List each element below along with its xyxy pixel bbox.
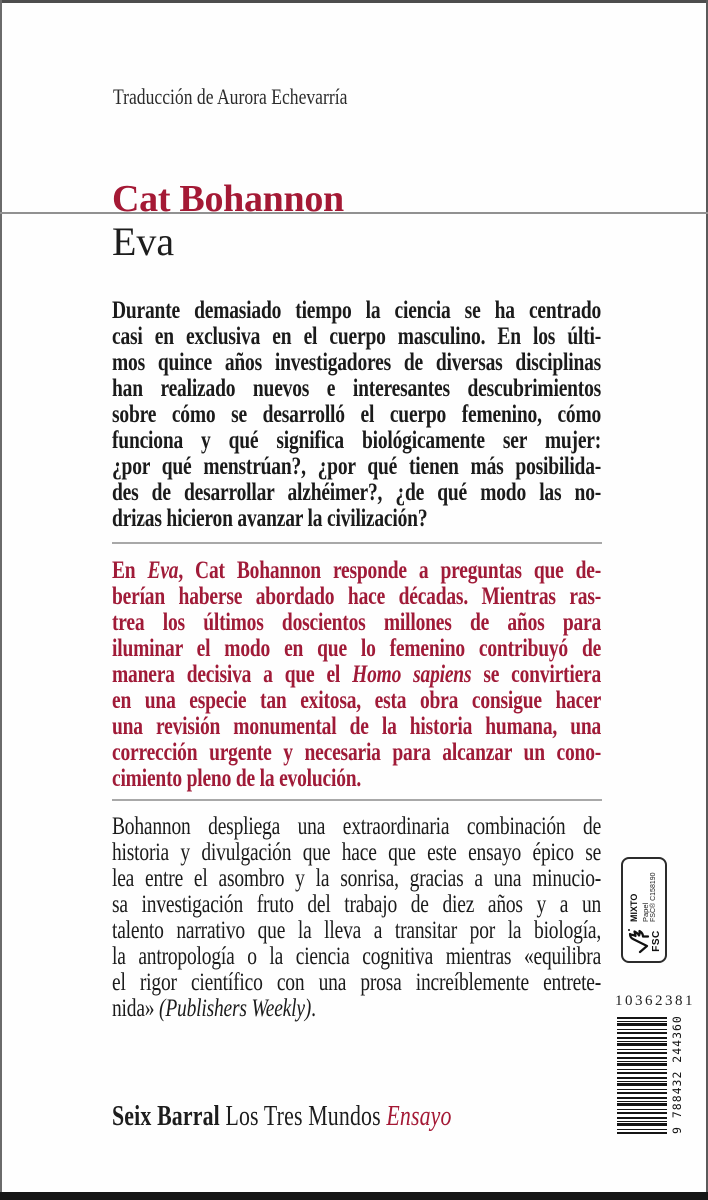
text-line: la antropología o la ciencia cognitiva mientras «equilibra — [112, 944, 602, 970]
text-line: una revisión monumental de la historia humana, una — [112, 714, 602, 740]
text-line: casi en exclusiva en el cuerpo masculino. En los últi- — [112, 324, 602, 350]
cover-top-edge — [0, 0, 708, 3]
text-line: en una especie tan exitosa, esta obra consigue hacer — [112, 688, 602, 714]
publisher-name: Seix Barral — [112, 1101, 220, 1132]
isbn-number: 9 788432 244360 — [670, 1015, 684, 1134]
text-line: corrección urgente y necesaria para alcanzar un cono- — [112, 740, 602, 766]
synopsis-paragraph — [112, 298, 601, 532]
product-code: 10362381 — [615, 993, 695, 1009]
text-line: lea entre el asombro y la sonrisa, gracias a una minucio- — [112, 866, 602, 892]
collection-name: Los Tres Mundos — [219, 1101, 387, 1132]
cover-left-edge — [0, 0, 2, 1200]
text-line: manera decisiva a que el Homo sapiens se convirtiera — [112, 662, 602, 688]
text-line: historia y divulgación que hace que este ensayo épico se — [112, 840, 602, 866]
barcode-bars — [617, 1016, 667, 1134]
text-line: Bohannon despliega una extraordinaria combinación de — [112, 814, 602, 840]
book-title: Eva — [112, 219, 175, 264]
text-line: iluminar el modo en que lo femenino contribuyó de — [112, 636, 602, 662]
isbn-barcode — [617, 1016, 689, 1134]
fsc-label-lines — [629, 872, 658, 922]
fsc-license-code: FSC® C158190 — [649, 872, 657, 922]
fsc-mix-label: MIXTO — [629, 893, 640, 922]
divider-rule-bottom — [112, 799, 602, 801]
text-line: Durante demasiado tiempo la ciencia se ha centrado — [112, 298, 602, 324]
fsc-logo — [627, 926, 662, 956]
cover-bottom-bar — [0, 1192, 708, 1200]
text-line: mos quince años investigadores de diversas disciplinas — [112, 350, 602, 376]
author-name: Cat Bohannon — [112, 178, 344, 220]
text-line: sobre cómo se desarrolló el cuerpo femenino, cómo — [112, 402, 602, 428]
fsc-label-box — [621, 857, 667, 963]
text-line: des de desarrollar alzhéimer?, ¿de qué modo las no- — [112, 480, 602, 506]
text-line: trea los últimos doscientos millones de años para — [112, 610, 602, 636]
text-line: funciona y qué significa biológicamente ser mujer: — [112, 428, 602, 454]
isbn-barcode-rotated — [617, 1016, 689, 1134]
text-line: nida» (Publishers Weekly). — [112, 996, 316, 1022]
fsc-logo-text: FSC — [650, 930, 662, 952]
publisher-imprint — [112, 1101, 452, 1133]
fsc-tree-check-icon — [627, 928, 651, 954]
fsc-certification-label — [621, 857, 667, 963]
fsc-paper-label: Papel — [640, 902, 650, 922]
text-line: sa investigación fruto del trabajo de diez años y a un — [112, 892, 602, 918]
genre-label: Ensayo — [386, 1101, 452, 1132]
review-paragraph — [112, 814, 601, 1022]
author-baseline-rule — [0, 212, 708, 214]
highlight-paragraph — [112, 558, 601, 792]
text-line: ¿por qué menstrúan?, ¿por qué tienen más posibilida- — [112, 454, 602, 480]
divider-rule-top — [112, 542, 602, 544]
text-line: En Eva, Cat Bohannon responde a preguntas que de- — [112, 558, 602, 584]
translator-credit: Traducción de Aurora Echevarría — [113, 84, 348, 109]
text-line: berían haberse abordado hace décadas. Mientras ras- — [112, 584, 602, 610]
text-line: han realizado nuevos e interesantes descubrimientos — [112, 376, 602, 402]
text-line: drizas hicieron avanzar la civilización? — [112, 506, 428, 532]
text-line: cimiento pleno de la evolución. — [112, 766, 362, 792]
text-line: talento narrativo que la lleva a transitar por la biología, — [112, 918, 602, 944]
text-line: el rigor científico con una prosa increíblemente entrete- — [112, 970, 602, 996]
